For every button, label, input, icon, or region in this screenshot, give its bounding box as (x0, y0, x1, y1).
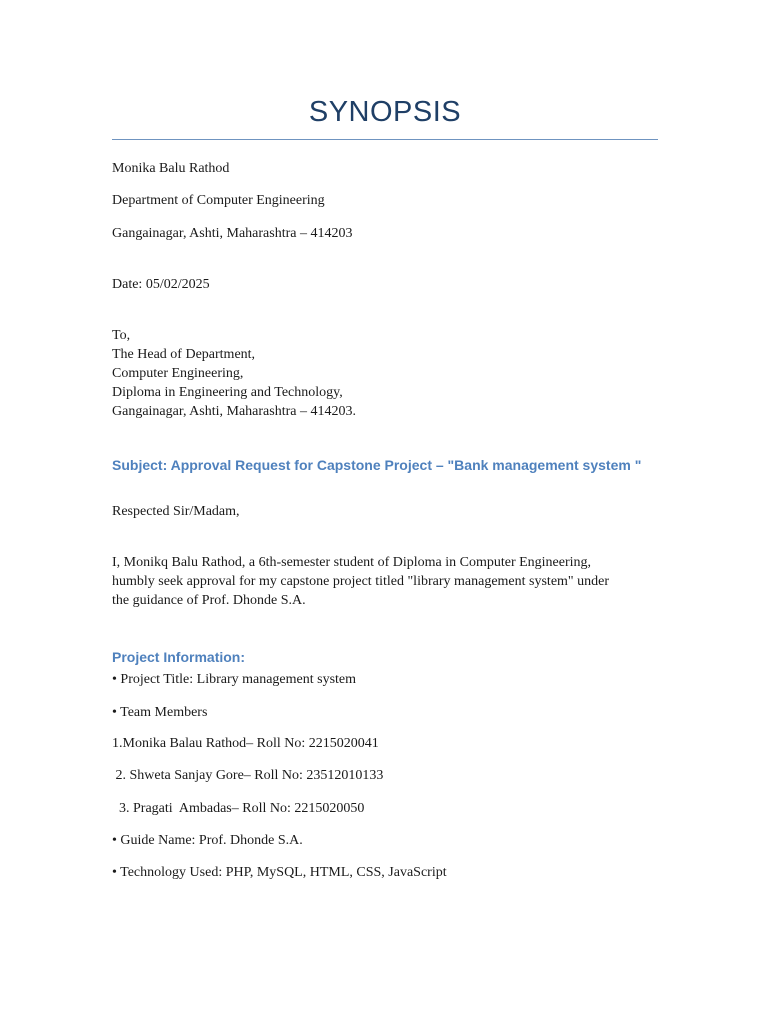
team-members-label: • Team Members (112, 705, 208, 720)
document-title: SYNOPSIS (308, 96, 462, 128)
project-title-item: • Project Title: Library management system (112, 672, 357, 687)
body-paragraph (112, 553, 609, 610)
team-member-item: 2. Shweta Sanjay Gore– Roll No: 23512010133 (112, 768, 384, 783)
sender-department: Department of Computer Engineering (112, 193, 325, 208)
team-member-item: 3. Pragati Ambadas– Roll No: 2215020050 (112, 801, 365, 816)
title-underline (112, 139, 658, 140)
recipient-line: The Head of Department, (112, 347, 256, 362)
recipient-line: Computer Engineering, (112, 366, 244, 381)
sender-address: Gangainagar, Ashti, Maharashtra – 414203 (112, 226, 353, 241)
body-line: the guidance of Prof. Dhonde S.A. (112, 593, 306, 608)
recipient-line: To, (112, 328, 131, 343)
guide-name-item: • Guide Name: Prof. Dhonde S.A. (112, 833, 303, 848)
recipient-address (112, 326, 356, 421)
salutation: Respected Sir/Madam, (112, 504, 240, 519)
technology-item: • Technology Used: PHP, MySQL, HTML, CSS, JavaScript (112, 865, 447, 880)
body-line: humbly seek approval for my capstone project titled "library management system" under (112, 574, 610, 589)
body-line: I, Monikq Balu Rathod, a 6th-semester student of Diploma in Computer Engineering, (112, 555, 592, 570)
sender-name: Monika Balu Rathod (112, 161, 230, 176)
recipient-line: Gangainagar, Ashti, Maharashtra – 414203. (112, 404, 356, 419)
team-member-item: 1.Monika Balau Rathod– Roll No: 2215020041 (112, 736, 379, 751)
recipient-line: Diploma in Engineering and Technology, (112, 385, 343, 400)
project-info-heading: Project Information: (112, 649, 246, 665)
letter-date: Date: 05/02/2025 (112, 277, 210, 292)
subject-heading: Subject: Approval Request for Capstone Project – "Bank management system " (112, 457, 642, 473)
